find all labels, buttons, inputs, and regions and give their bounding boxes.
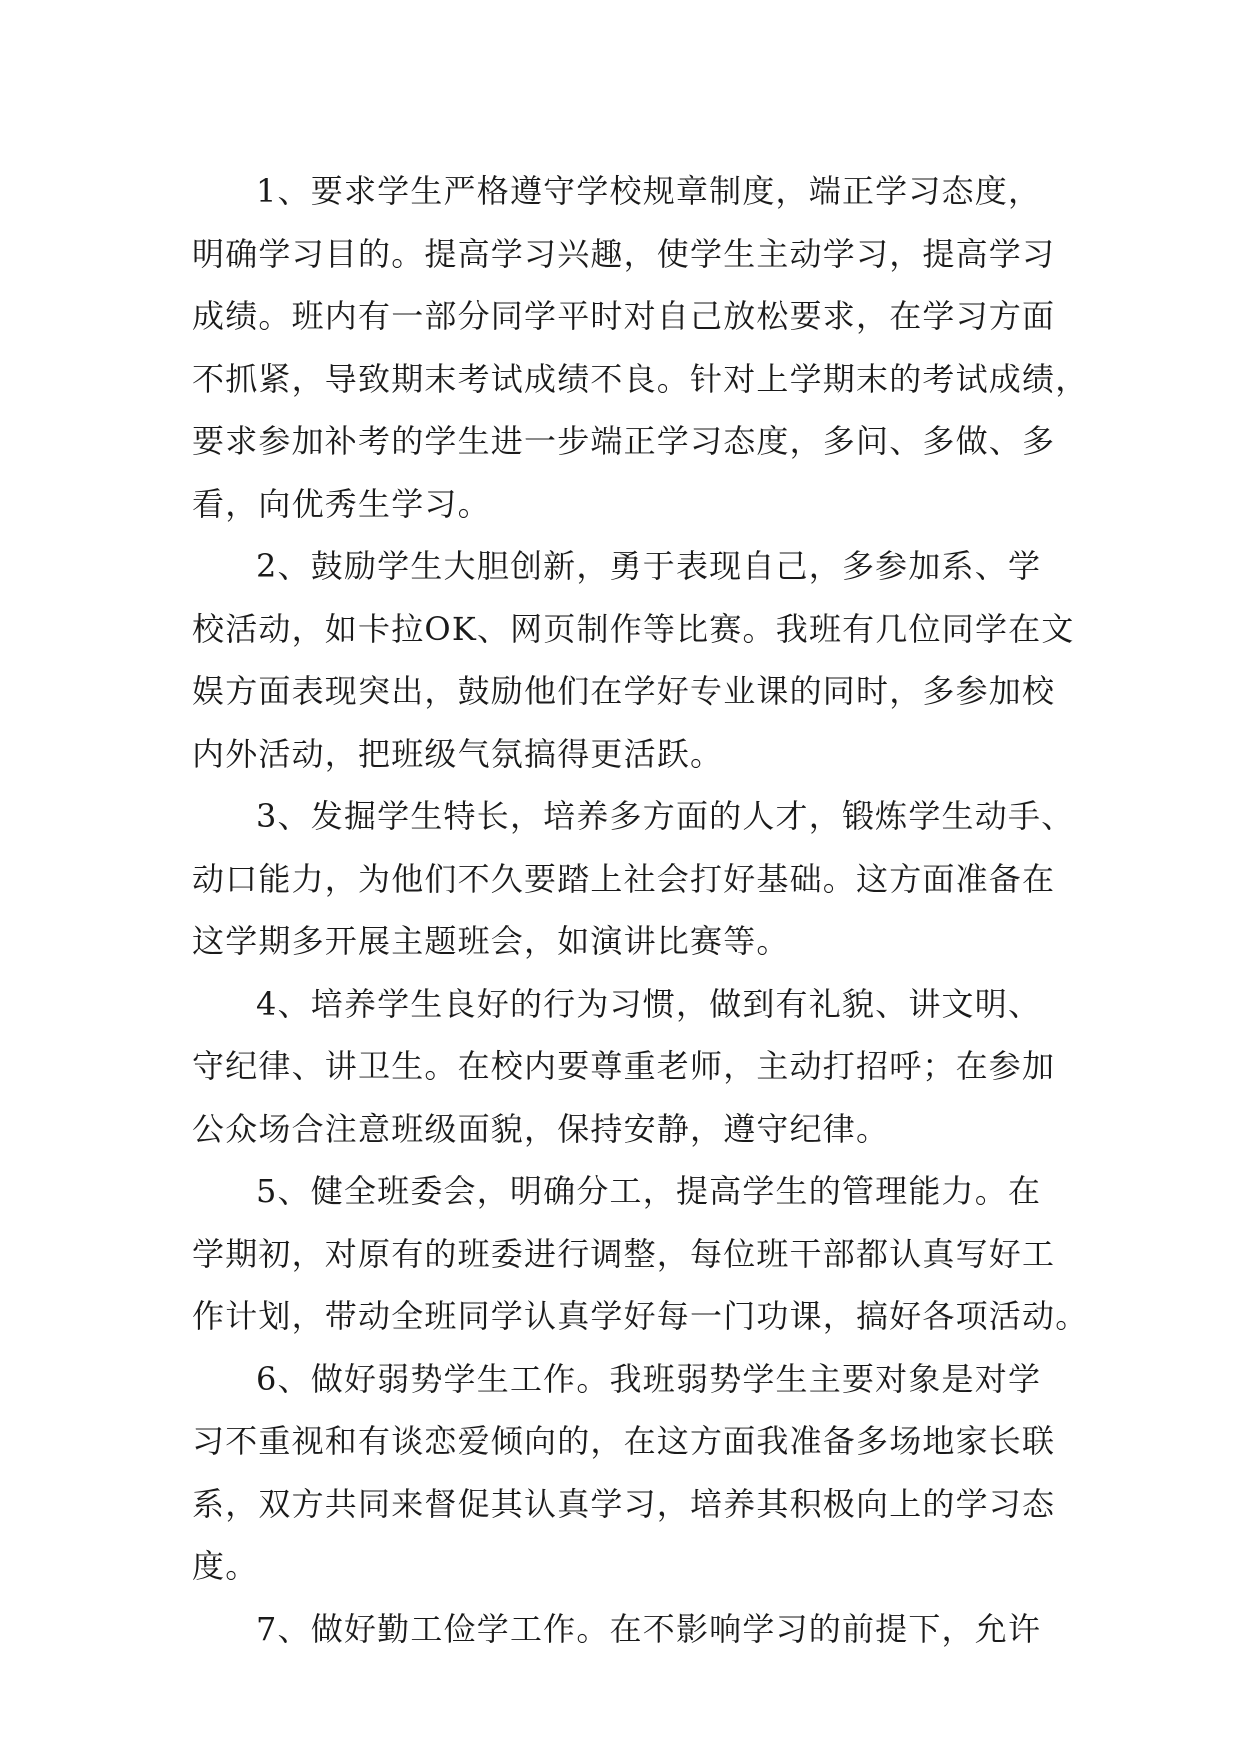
paragraph-line: 5、健全班委会，明确分工，提高学生的管理能力。在 xyxy=(256,1172,1042,1210)
paragraph-line: 1、要求学生严格遵守学校规章制度，端正学习态度， xyxy=(256,172,1042,210)
paragraph-line: 度。 xyxy=(192,1547,259,1585)
paragraph-line: 公众场合注意班级面貌，保持安静，遵守纪律。 xyxy=(192,1109,890,1148)
paragraph-1 xyxy=(192,160,1089,535)
paragraph-line: 这学期多开展主题班会，如演讲比赛等。 xyxy=(192,922,790,960)
paragraph-line: 4、培养学生良好的行为习惯，做到有礼貌、讲文明、 xyxy=(256,984,1042,1023)
paragraph-5 xyxy=(192,1160,1089,1348)
paragraph-line: 要求参加补考的学生进一步端正学习态度，多问、多做、多 xyxy=(192,422,1056,460)
paragraph-line: 作计划，带动全班同学认真学好每一门功课，搞好各项活动。 xyxy=(192,1297,1089,1335)
paragraph-2 xyxy=(192,535,1075,785)
paragraph-line: 成绩。班内有一部分同学平时对自己放松要求，在学习方面 xyxy=(192,297,1056,335)
paragraph-line: 内外活动，把班级气氛搞得更活跃。 xyxy=(192,734,724,773)
paragraph-line: 校活动，如卡拉OK、网页制作等比赛。我班有几位同学在文 xyxy=(192,609,1075,648)
paragraph-line: 看，向优秀生学习。 xyxy=(192,484,491,523)
paragraph-line: 6、做好弱势学生工作。我班弱势学生主要对象是对学 xyxy=(256,1359,1042,1398)
paragraph-line: 娱方面表现突出，鼓励他们在学好专业课的同时，多参加校 xyxy=(192,672,1056,710)
document-body xyxy=(192,160,1089,1660)
paragraph-line: 2、鼓励学生大胆创新，勇于表现自己，多参加系、学 xyxy=(256,547,1042,585)
paragraph-line: 学期初，对原有的班委进行调整，每位班干部都认真写好工 xyxy=(192,1234,1056,1273)
paragraph-7 xyxy=(192,1598,1072,1661)
paragraph-line: 系，双方共同来督促其认真学习，培养其积极向上的学习态 xyxy=(192,1484,1056,1523)
paragraph-4 xyxy=(192,973,1072,1161)
paragraph-3 xyxy=(192,785,1075,973)
paragraph-line: 明确学习目的。提高学习兴趣，使学生主动学习，提高学习 xyxy=(192,234,1056,273)
paragraph-line: 动口能力，为他们不久要踏上社会打好基础。这方面准备在 xyxy=(192,859,1056,898)
paragraph-line: 3、发掘学生特长，培养多方面的人才，锻炼学生动手、 xyxy=(256,797,1075,835)
paragraph-line: 习不重视和有谈恋爱倾向的，在这方面我准备多场地家长联 xyxy=(192,1422,1056,1460)
paragraph-6 xyxy=(192,1348,1072,1598)
paragraph-line: 7、做好勤工俭学工作。在不影响学习的前提下，允许 xyxy=(256,1609,1042,1648)
paragraph-line: 不抓紧，导致期末考试成绩不良。针对上学期末的考试成绩， xyxy=(192,359,1089,398)
paragraph-line: 守纪律、讲卫生。在校内要尊重老师，主动打招呼；在参加 xyxy=(192,1047,1056,1085)
